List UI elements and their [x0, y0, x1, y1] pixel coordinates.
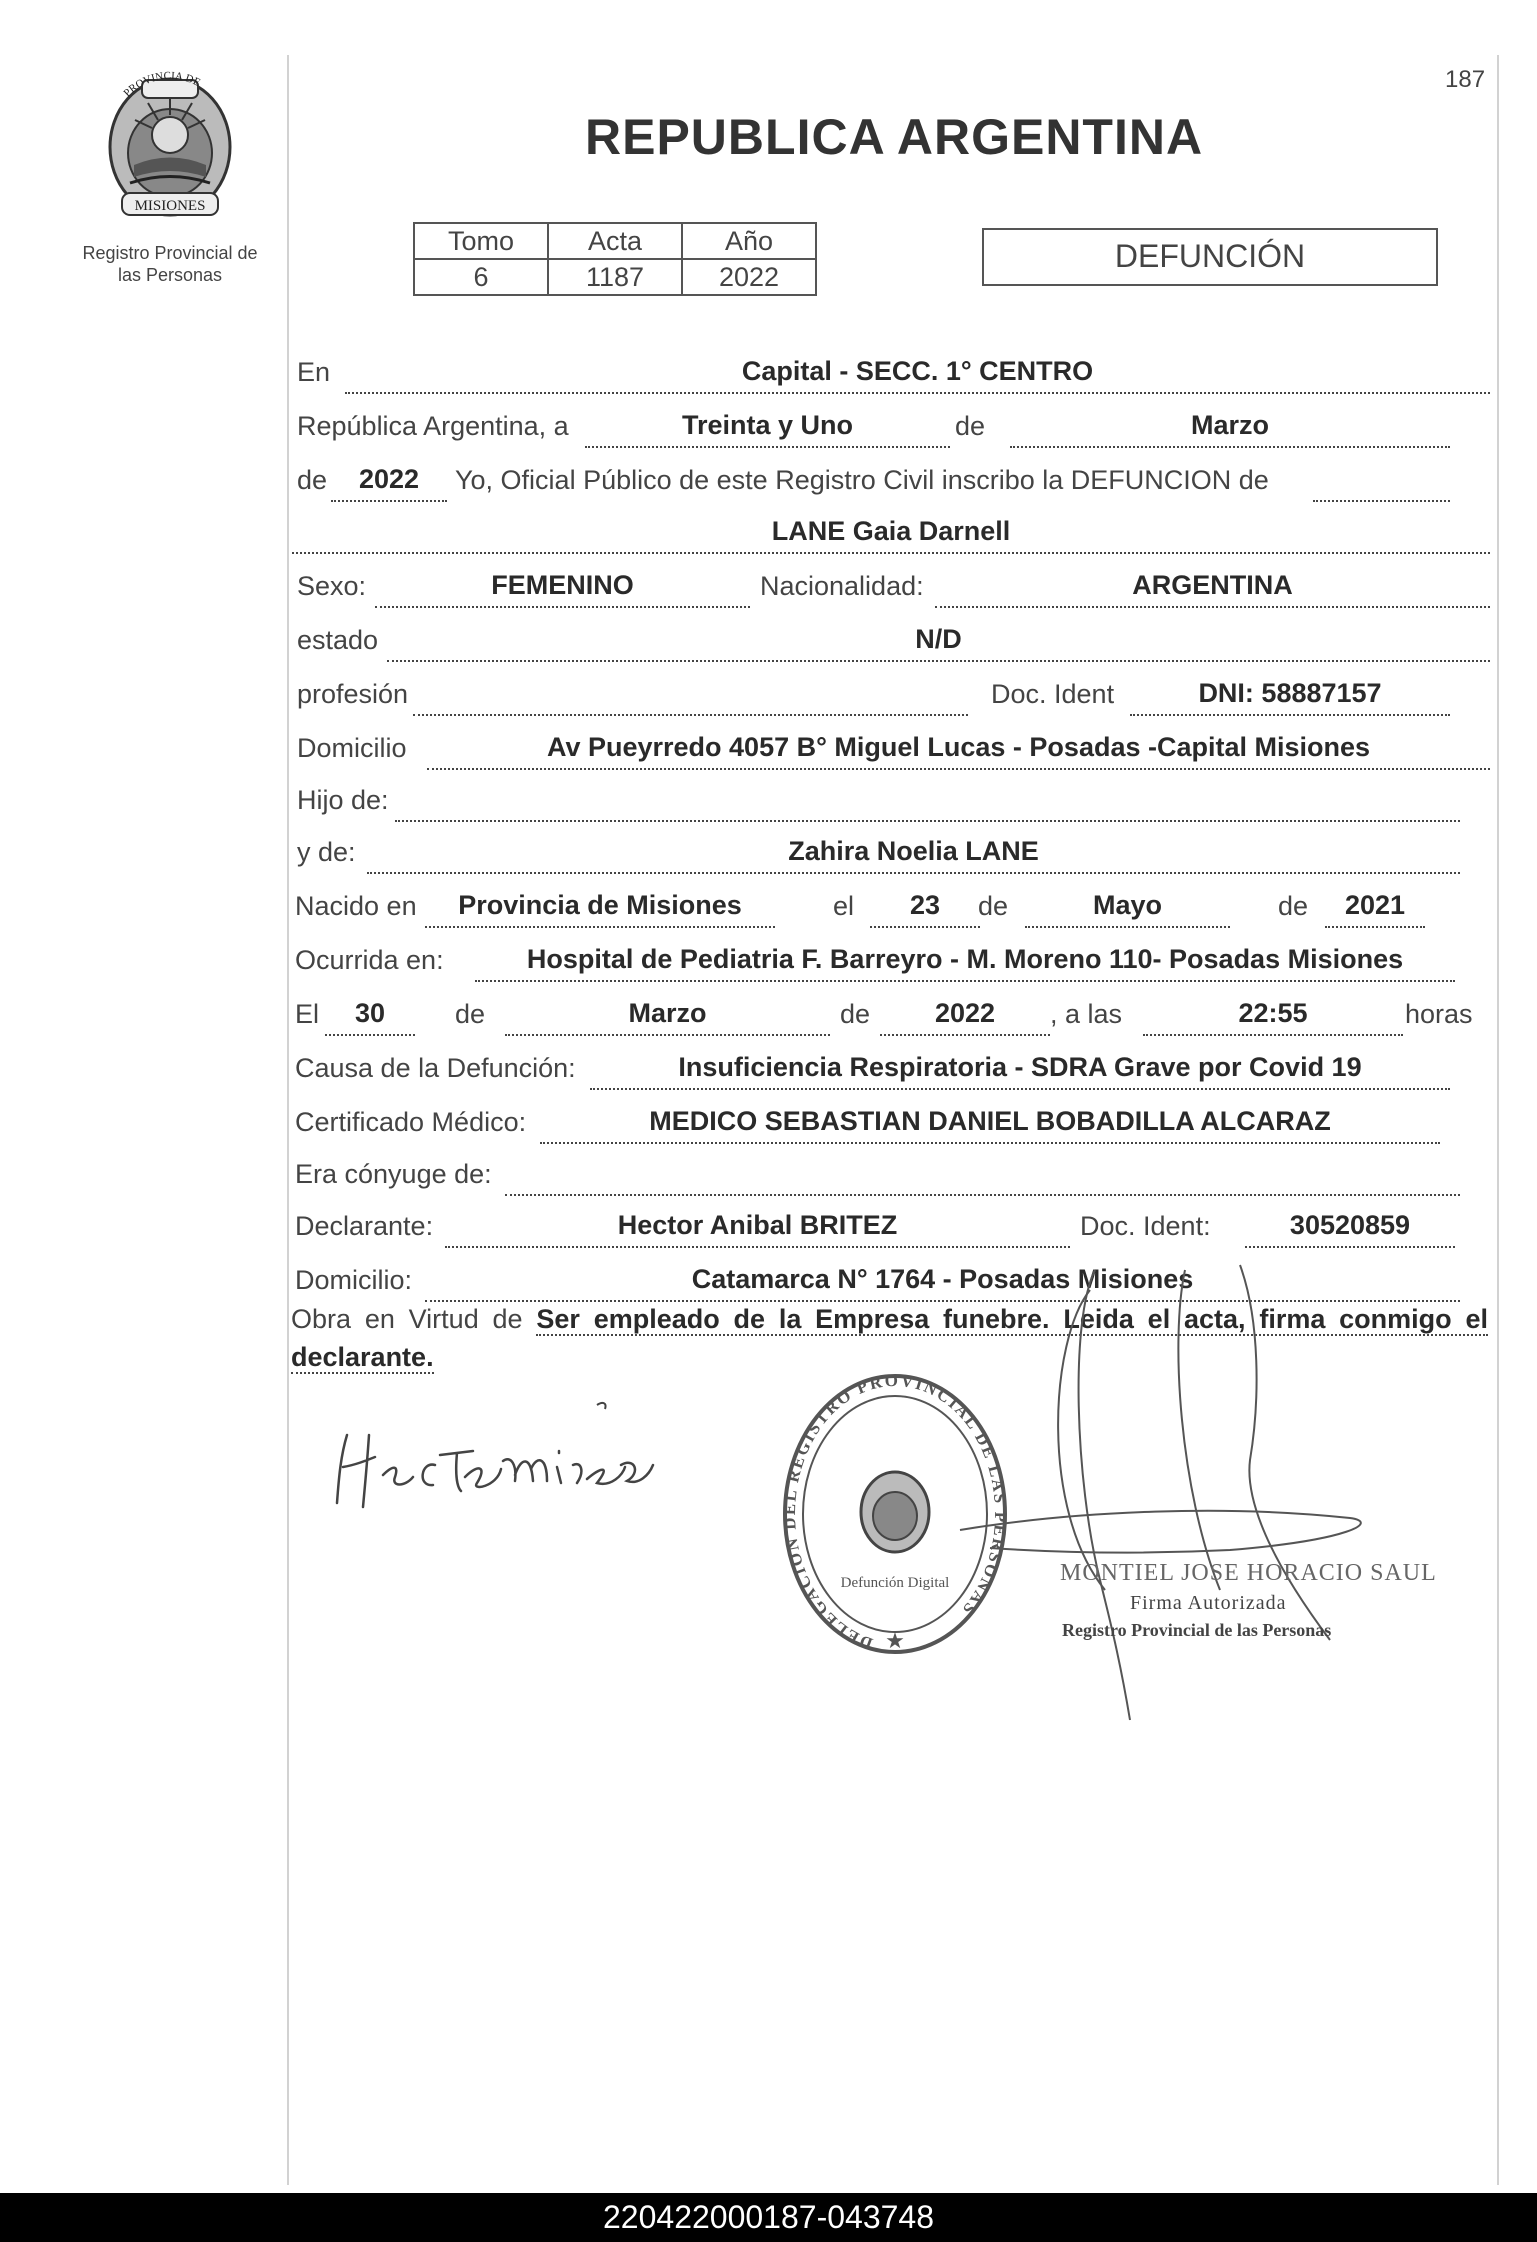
row-nombre — [295, 514, 1492, 554]
en-field: Capital - SECC. 1° CENTRO — [345, 354, 1490, 394]
acta-table — [413, 222, 817, 296]
official-role-2: Registro Provincial de las Personas — [1062, 1620, 1332, 1640]
row-nacido — [295, 888, 1492, 928]
y-de-field: Zahira Noelia LANE — [367, 834, 1460, 874]
obra-label: Obra en Virtud de — [291, 1304, 523, 1334]
official-role-1: Firma Autorizada — [1130, 1592, 1287, 1614]
registro-label — [60, 242, 280, 286]
def-mes-field: Marzo — [505, 996, 830, 1036]
document-type-box: DEFUNCIÓN — [982, 228, 1438, 286]
declarante-label: Declarante: — [295, 1211, 434, 1241]
domicilio-field: Av Pueyrredo 4057 B° Miguel Lucas - Posadas -Capital Misiones — [427, 730, 1490, 770]
acta-value-acta: 1187 — [548, 259, 682, 295]
stamp-inner-text: Defunción Digital — [840, 1575, 950, 1591]
row-estado — [295, 622, 1492, 662]
en-label: En — [297, 357, 331, 387]
decl-domicilio-field: Catamarca N° 1764 - Posadas Misiones — [425, 1262, 1460, 1302]
profesion-label: profesión — [297, 679, 409, 709]
seal-text-bottom: MISIONES — [134, 198, 206, 214]
row-profesion — [295, 676, 1492, 716]
document-title: REPUBLICA ARGENTINA — [585, 109, 1204, 165]
el-label: el — [833, 891, 855, 921]
nac-mes-field: Mayo — [1025, 888, 1230, 928]
acta-header-anio: Año — [682, 223, 816, 259]
seal-text-top: PROVINCIA DE — [121, 69, 203, 100]
nacido-field: Provincia de Misiones — [425, 888, 775, 928]
de-label-2: de — [297, 465, 328, 495]
row-en — [295, 354, 1492, 394]
ocurrida-label: Ocurrida en: — [295, 945, 444, 975]
row-certificado — [295, 1104, 1492, 1144]
declarant-signature — [325, 1395, 685, 1525]
nac-dia-field: 23 — [870, 888, 980, 928]
certificado-label: Certificado Médico: — [295, 1107, 527, 1137]
acta-table-header-row — [414, 223, 816, 259]
hijo-label: Hijo de: — [297, 785, 389, 815]
left-margin-line — [287, 55, 289, 2185]
official-name: MONTIEL JOSE HORACIO SAUL — [1060, 1560, 1437, 1586]
doc-ident-field: DNI: 58887157 — [1130, 676, 1450, 716]
a-las-label: , a las — [1050, 999, 1123, 1029]
row-domicilio — [295, 730, 1492, 770]
row-hijo-de — [295, 782, 1492, 822]
de-label-6: de — [840, 999, 871, 1029]
republica-label: República Argentina, a — [297, 411, 569, 441]
row-ocurrida — [295, 942, 1492, 982]
def-anio-field: 2022 — [880, 996, 1050, 1036]
stamp-ring-text: DELEGACION DEL REGISTRO PROVINCIAL DE LAS PERSONAS — [780, 1372, 1010, 1654]
row-y-de — [295, 834, 1492, 874]
page-number: 187 — [1445, 66, 1486, 93]
nacionalidad-label: Nacionalidad: — [760, 571, 924, 601]
ocurrida-field: Hospital de Pediatria F. Barreyro - M. Moreno 110- Posadas Misiones — [475, 942, 1455, 982]
declarante-field: Hector Anibal BRITEZ — [445, 1208, 1070, 1248]
row-fecha-defuncion — [295, 996, 1492, 1036]
footer-code: 220422000187-043748 — [0, 2193, 1537, 2242]
domicilio-label: Domicilio — [297, 733, 407, 763]
obra-field: Ser empleado de la Empresa funebre. Leida el acta, firma conmigo el declarante. — [291, 1304, 1488, 1372]
y-de-label: y de: — [297, 837, 356, 867]
horas-label: horas — [1405, 999, 1473, 1029]
nacionalidad-field: ARGENTINA — [935, 568, 1490, 608]
inscribo-trailing-field — [1313, 462, 1450, 502]
estado-label: estado — [297, 625, 379, 655]
profesion-field — [413, 676, 968, 716]
nacido-label: Nacido en — [295, 891, 417, 921]
row-declarante — [295, 1208, 1492, 1248]
de-label-5: de — [455, 999, 486, 1029]
right-margin-line — [1497, 55, 1499, 2185]
acta-value-tomo: 6 — [414, 259, 548, 295]
nac-anio-field: 2021 — [1325, 888, 1425, 928]
acta-table-value-row — [414, 259, 816, 295]
anio-field: 2022 — [331, 462, 447, 502]
star-icon: ★ — [885, 1628, 905, 1653]
causa-field: Insuficiencia Respiratoria - SDRA Grave por Covid 19 — [590, 1050, 1450, 1090]
sexo-field: FEMENINO — [375, 568, 750, 608]
acta-header-tomo: Tomo — [414, 223, 548, 259]
acta-header-acta: Acta — [548, 223, 682, 259]
row-inscribo — [295, 462, 1492, 502]
de-label-3: de — [978, 891, 1009, 921]
nombre-field: LANE Gaia Darnell — [292, 514, 1490, 554]
registro-label-line2: las Personas — [117, 265, 223, 285]
row-causa — [295, 1050, 1492, 1090]
hora-field: 22:55 — [1143, 996, 1403, 1036]
decl-domicilio-label: Domicilio: — [295, 1265, 413, 1295]
coat-of-arms-icon — [90, 65, 250, 225]
official-signature — [930, 1260, 1410, 1730]
inscribo-text: Yo, Oficial Público de este Registro Civil inscribo la DEFUNCION de — [455, 465, 1269, 495]
conyuge-label: Era cónyuge de: — [295, 1159, 492, 1189]
hijo-field — [395, 782, 1460, 822]
decl-doc-label: Doc. Ident: — [1080, 1211, 1211, 1241]
sexo-label: Sexo: — [297, 571, 367, 601]
certificado-field: MEDICO SEBASTIAN DANIEL BOBADILLA ALCARAZ — [540, 1104, 1440, 1144]
row-fecha-inscripcion — [295, 408, 1492, 448]
provincial-seal — [90, 65, 250, 225]
el-defuncion-label: El — [295, 999, 320, 1029]
de-label-1: de — [955, 411, 986, 441]
causa-label: Causa de la Defunción: — [295, 1053, 576, 1083]
dia-field: Treinta y Uno — [585, 408, 950, 448]
def-dia-field: 30 — [325, 996, 415, 1036]
row-conyuge — [295, 1156, 1492, 1196]
doc-ident-label: Doc. Ident — [991, 679, 1115, 709]
conyuge-field — [505, 1156, 1460, 1196]
acta-value-anio: 2022 — [682, 259, 816, 295]
row-sexo — [295, 568, 1492, 608]
de-label-4: de — [1278, 891, 1309, 921]
mes-field: Marzo — [1010, 408, 1450, 448]
registro-label-line1: Registro Provincial de — [82, 243, 258, 263]
decl-doc-field: 30520859 — [1245, 1208, 1455, 1248]
estado-field: N/D — [387, 622, 1490, 662]
